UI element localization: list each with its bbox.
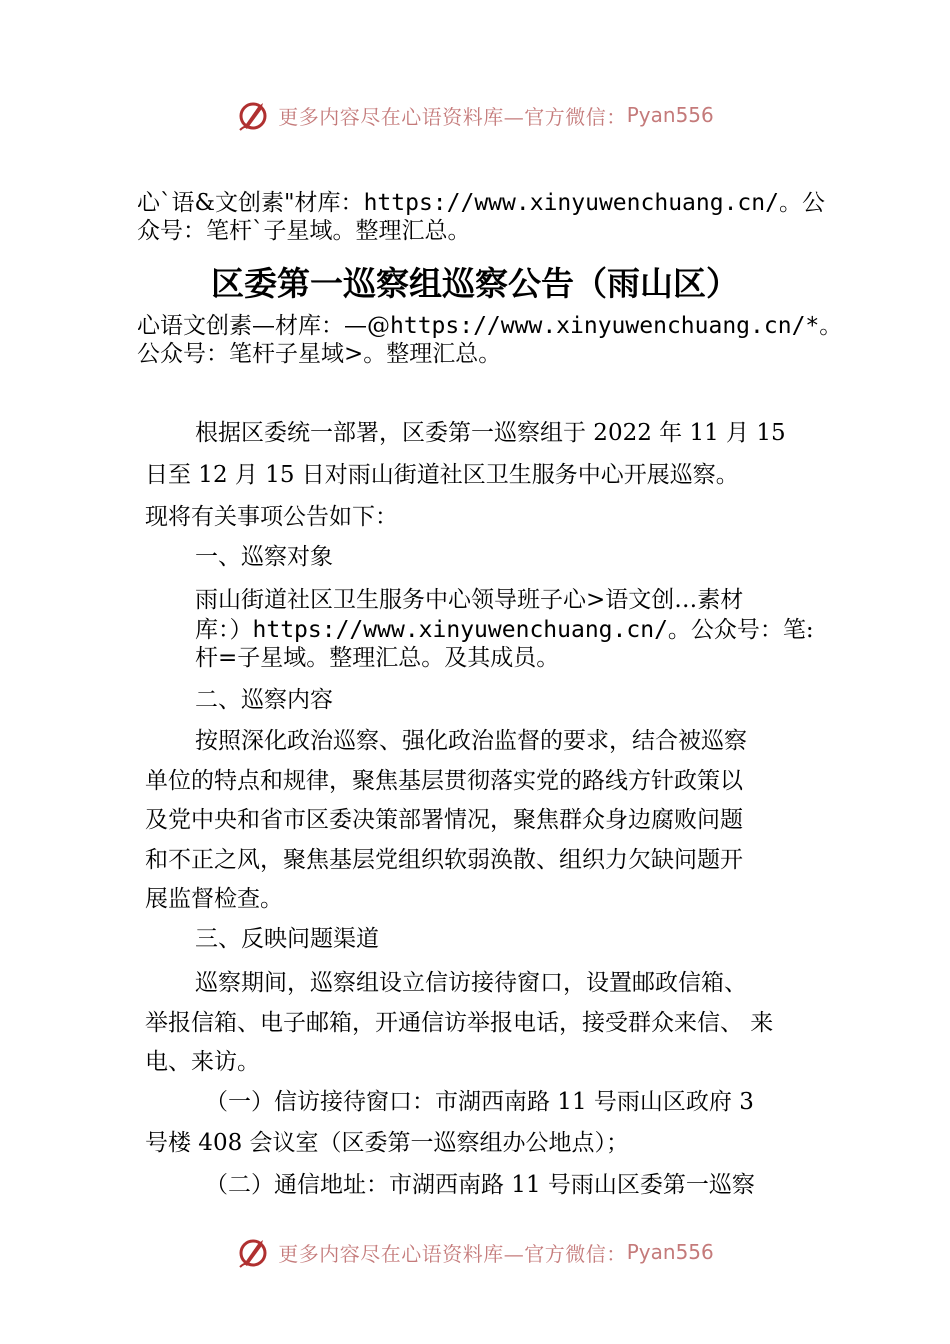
pen-nib-logo-icon [236,97,272,133]
banner-wechat-id: Pyan556 [626,1240,714,1264]
para2-line2: 单位的特点和规律，聚焦基层贯彻落实党的路线方针政策以 [145,768,743,794]
heading-inspection-content: 二、巡察内容 [195,687,333,713]
para1-line1: 根据区委统一部署，区委第一巡察组于 2022 年 11 月 15 [195,420,786,446]
heading-reporting-channels: 三、反映问题渠道 [195,926,379,952]
para2-line4: 和不正之风，聚焦基层党组织软弱涣散、组织力欠缺问题开 [145,847,743,873]
item1-line2: 号楼 408 会议室（区委第一巡察组办公地点）； [145,1130,630,1156]
banner-text: 更多内容尽在心语资料库—官方微信： [278,104,627,129]
header-notice-line2: 众号：笔杆`子星域。整理汇总。 [137,218,471,244]
para2-line5: 展监督检查。 [145,886,283,912]
para3-line1: 巡察期间，巡察组设立信访接待窗口，设置邮政信箱、 [195,970,747,996]
para3-line3: 电、来访。 [145,1049,260,1075]
object-line3: 杆=子星域。整理汇总。及其成员。 [195,645,560,671]
sub-notice-line1: 心语文创素—材库：—@https://www.xinyuwenchuang.cn/*。 [137,313,843,339]
item1-line1: （一）信访接待窗口：市湖西南路 11 号雨山区政府 3 [205,1089,754,1115]
page-title: 区委第一巡察组巡察公告（雨山区） [211,264,739,303]
para1-line3: 现将有关事项公告如下： [145,504,398,530]
banner-text: 更多内容尽在心语资料库—官方微信： [278,1241,627,1266]
heading-inspection-object: 一、巡察对象 [195,544,333,570]
header-notice-line1: 心`语&文创素"材库：https://www.xinyuwenchuang.cn/。公 [137,190,825,216]
bottom-banner [0,1232,950,1272]
object-line2: 库：）https://www.xinyuwenchuang.cn/。公众号：笔: [195,617,814,643]
top-banner [0,95,950,135]
object-url: https://www.xinyuwenchuang.cn/ [252,617,668,643]
pen-nib-logo-icon [236,1234,272,1270]
para2-line1: 按照深化政治巡察、强化政治监督的要求，结合被巡察 [195,728,747,754]
sub-notice-url: https://www.xinyuwenchuang.cn/* [390,313,820,339]
banner-wechat-id: Pyan556 [626,103,714,127]
object-line1: 雨山街道社区卫生服务中心领导班子心>语文创…素材 [195,587,744,613]
para3-line2: 举报信箱、电子邮箱，开通信访举报电话，接受群众来信、 来 [145,1010,774,1036]
sub-notice-line2: 公众号：笔杆子星域>。整理汇总。 [137,341,502,367]
header-notice-url: https://www.xinyuwenchuang.cn/ [363,190,779,216]
para2-line3: 及党中央和省市区委决策部署情况，聚焦群众身边腐败问题 [145,807,743,833]
item2-line1: （二）通信地址：市湖西南路 11 号雨山区委第一巡察 [205,1172,755,1198]
para1-line2: 日至 12 月 15 日对雨山街道社区卫生服务中心开展巡察。 [145,462,739,488]
